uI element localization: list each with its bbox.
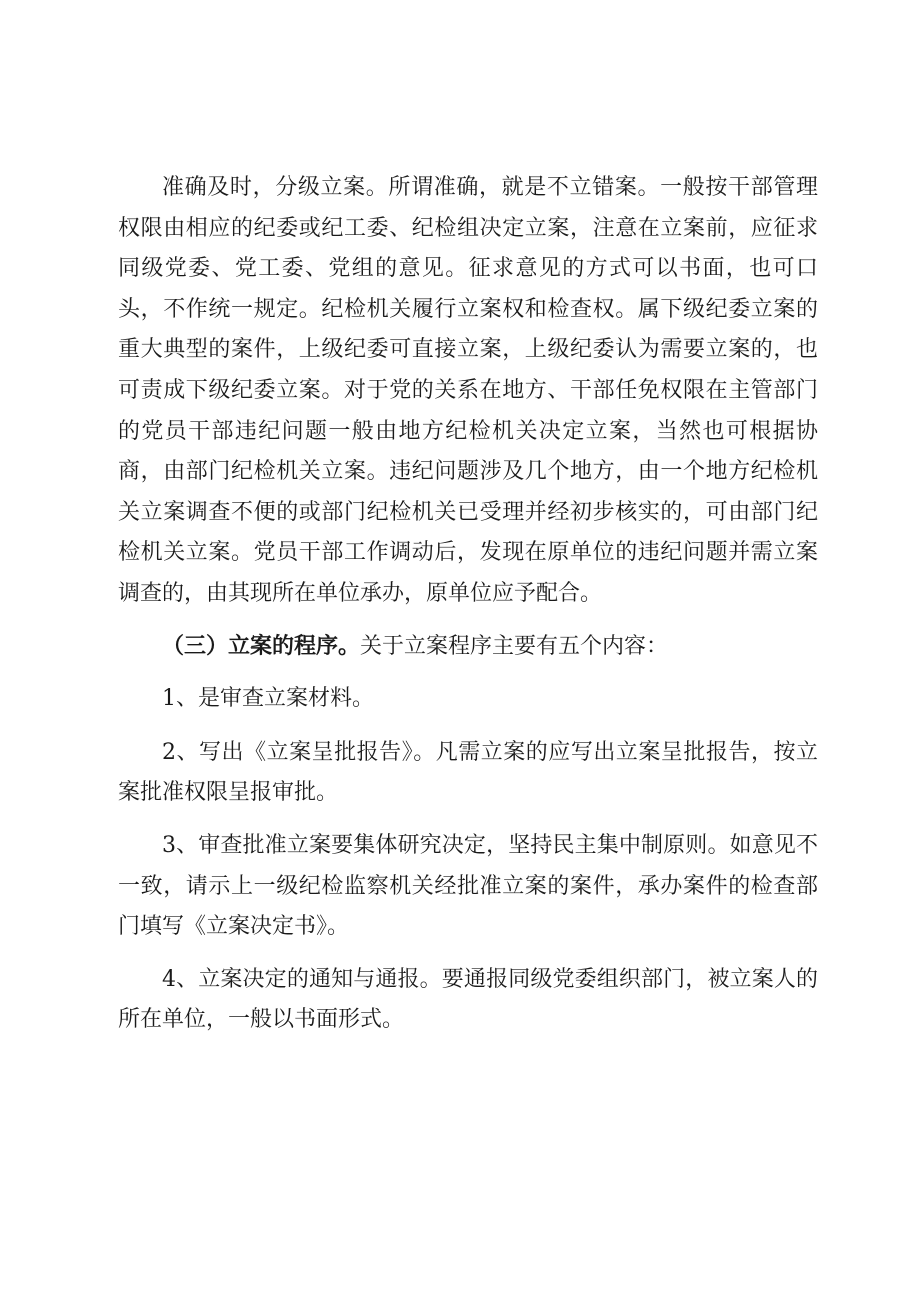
section-heading: （三）立案的程序。 <box>162 633 361 659</box>
list-item: 3、审查批准立案要集体研究决定，坚持民主集中制原则。如意见不一致，请示上一级纪检监察机关经批准立案的案件，承办案件的检查部门填写《立案决定书》。 <box>118 832 818 940</box>
intro-paragraph: 准确及时，分级立案。所谓准确，就是不立错案。一般按干部管理权限由相应的纪委或纪工委、纪检组决定立案，注意在立案前，应征求同级党委、党工委、党组的意见。征求意见的方式可以书面，也可口头，不作统一规定。纪检机关履行立案权和检查权。属下级纪委立案的重大典型的案件，上级纪委可直接立案，上级纪委认为需要立案的，也可责成下级纪委立案。对于党的关系在地方、干部任免权限在主管部门的党员干部违纪问题一般由地方纪检机关决定立案，当然也可根据协商，由部门纪检机关立案。违纪问题涉及几个地方，由一个地方纪检机关立案调查不便的或部门纪检机关已受理并经初步核实的，可由部门纪检机关立案。党员干部工作调动后，发现在原单位的违纪问题并需立案调查的，由其现所在单位承办，原单位应予配合。 <box>118 175 818 606</box>
list-item: 1、是审查立案材料。 <box>162 686 374 712</box>
section-intro-text: 关于立案程序主要有五个内容： <box>360 633 669 659</box>
list-item: 2、写出《立案呈批报告》。凡需立案的应写出立案呈批报告，按立案批准权限呈报审批。 <box>118 739 818 806</box>
document-body <box>118 168 818 1053</box>
section-heading-paragraph <box>118 627 818 668</box>
list-item: 4、立案决定的通知与通报。要通报同级党委组织部门，被立案人的所在单位，一般以书面形式。 <box>118 966 818 1033</box>
